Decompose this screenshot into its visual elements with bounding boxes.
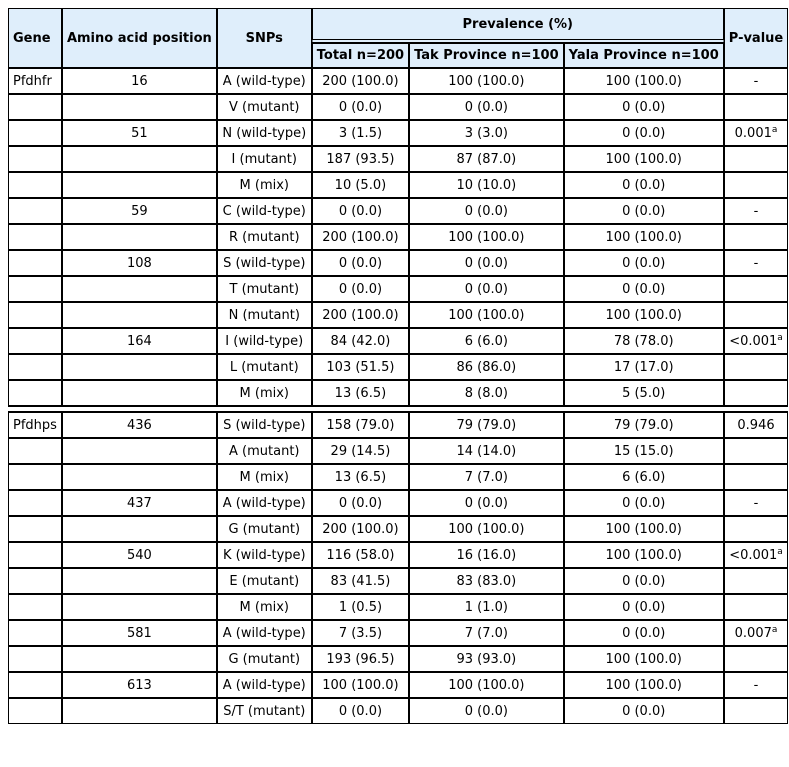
- yala-prevalence-cell: 0 (0.0): [564, 568, 724, 594]
- snp-cell: R (mutant): [217, 224, 312, 250]
- p-value-cell: [724, 516, 788, 542]
- yala-prevalence-cell: 0 (0.0): [564, 172, 724, 198]
- total-prevalence-cell: 0 (0.0): [312, 698, 409, 724]
- yala-prevalence-cell: 6 (6.0): [564, 464, 724, 490]
- tak-prevalence-cell: 14 (14.0): [409, 438, 564, 464]
- tak-prevalence-cell: 0 (0.0): [409, 250, 564, 276]
- table-row: [8, 412, 788, 438]
- tak-prevalence-cell: 86 (86.0): [409, 354, 564, 380]
- total-prevalence-cell: 200 (100.0): [312, 302, 409, 328]
- total-prevalence-cell: 0 (0.0): [312, 250, 409, 276]
- snp-cell: K (wild-type): [217, 542, 312, 568]
- table-row: [8, 250, 788, 276]
- snp-cell: A (wild-type): [217, 620, 312, 646]
- header-yala-province: Yala Province n=100: [564, 43, 724, 68]
- header-tak-province: Tak Province n=100: [409, 43, 564, 68]
- snp-cell: E (mutant): [217, 568, 312, 594]
- snp-cell: M (mix): [217, 172, 312, 198]
- snp-cell: A (wild-type): [217, 68, 312, 94]
- p-value-text: 0.946: [737, 417, 775, 433]
- amino-acid-position-cell: 437: [62, 490, 217, 516]
- p-value-text: 0.001: [734, 125, 772, 141]
- p-value-cell: [724, 302, 788, 328]
- tak-prevalence-cell: 8 (8.0): [409, 380, 564, 406]
- table-row: [8, 68, 788, 94]
- snp-cell: S/T (mutant): [217, 698, 312, 724]
- yala-prevalence-cell: 100 (100.0): [564, 646, 724, 672]
- tak-prevalence-cell: 7 (7.0): [409, 620, 564, 646]
- total-prevalence-cell: 100 (100.0): [312, 672, 409, 698]
- tak-prevalence-cell: 100 (100.0): [409, 516, 564, 542]
- gene-cell: [8, 698, 62, 724]
- tak-prevalence-cell: 100 (100.0): [409, 224, 564, 250]
- p-value-cell: [724, 198, 788, 224]
- snp-cell: L (mutant): [217, 354, 312, 380]
- snp-cell: N (wild-type): [217, 120, 312, 146]
- table-row: [8, 542, 788, 568]
- snp-prevalence-table: [8, 8, 788, 724]
- snp-cell: S (wild-type): [217, 412, 312, 438]
- gene-cell: [8, 94, 62, 120]
- snp-cell: C (wild-type): [217, 198, 312, 224]
- amino-acid-position-cell: [62, 94, 217, 120]
- snp-cell: S (wild-type): [217, 250, 312, 276]
- significance-footnote-marker: a: [777, 546, 783, 557]
- tak-prevalence-cell: 3 (3.0): [409, 120, 564, 146]
- p-value-text: 0.007: [734, 625, 772, 641]
- yala-prevalence-cell: 0 (0.0): [564, 198, 724, 224]
- total-prevalence-cell: 116 (58.0): [312, 542, 409, 568]
- p-value-cell: [724, 250, 788, 276]
- amino-acid-position-cell: [62, 698, 217, 724]
- table-row: [8, 646, 788, 672]
- p-value-cell: [724, 412, 788, 438]
- tak-prevalence-cell: 6 (6.0): [409, 328, 564, 354]
- snp-cell: I (mutant): [217, 146, 312, 172]
- tak-prevalence-cell: 0 (0.0): [409, 276, 564, 302]
- snp-cell: G (mutant): [217, 646, 312, 672]
- yala-prevalence-cell: 100 (100.0): [564, 542, 724, 568]
- snp-cell: A (wild-type): [217, 672, 312, 698]
- table-row: [8, 698, 788, 724]
- yala-prevalence-cell: 100 (100.0): [564, 146, 724, 172]
- yala-prevalence-cell: 0 (0.0): [564, 250, 724, 276]
- tak-prevalence-cell: 7 (7.0): [409, 464, 564, 490]
- gene-cell: [8, 328, 62, 354]
- table-row: [8, 224, 788, 250]
- tak-prevalence-cell: 16 (16.0): [409, 542, 564, 568]
- header-prevalence: Prevalence (%): [312, 8, 724, 43]
- amino-acid-position-cell: 51: [62, 120, 217, 146]
- amino-acid-position-cell: [62, 224, 217, 250]
- total-prevalence-cell: 1 (0.5): [312, 594, 409, 620]
- total-prevalence-cell: 0 (0.0): [312, 94, 409, 120]
- table-row: [8, 94, 788, 120]
- total-prevalence-cell: 29 (14.5): [312, 438, 409, 464]
- p-value-cell: [724, 354, 788, 380]
- header-snps: SNPs: [217, 8, 312, 68]
- p-value-text: -: [753, 73, 759, 89]
- snp-cell: T (mutant): [217, 276, 312, 302]
- p-value-text: <0.001: [729, 333, 778, 349]
- p-value-cell: [724, 224, 788, 250]
- p-value-cell: [724, 464, 788, 490]
- gene-cell: Pfdhfr: [8, 68, 62, 94]
- p-value-cell: [724, 146, 788, 172]
- gene-cell: [8, 542, 62, 568]
- amino-acid-position-cell: [62, 464, 217, 490]
- amino-acid-position-cell: 164: [62, 328, 217, 354]
- yala-prevalence-cell: 100 (100.0): [564, 68, 724, 94]
- snp-cell: N (mutant): [217, 302, 312, 328]
- header-gene: Gene: [8, 8, 62, 68]
- total-prevalence-cell: 200 (100.0): [312, 516, 409, 542]
- snp-cell: M (mix): [217, 464, 312, 490]
- p-value-cell: [724, 438, 788, 464]
- table-row: [8, 516, 788, 542]
- gene-cell: [8, 568, 62, 594]
- p-value-cell: [724, 94, 788, 120]
- table-row: [8, 198, 788, 224]
- yala-prevalence-cell: 100 (100.0): [564, 672, 724, 698]
- table-row: [8, 568, 788, 594]
- total-prevalence-cell: 13 (6.5): [312, 464, 409, 490]
- snp-cell: A (wild-type): [217, 490, 312, 516]
- table-row: [8, 328, 788, 354]
- p-value-cell: [724, 646, 788, 672]
- p-value-text: <0.001: [729, 547, 778, 563]
- p-value-text: -: [753, 677, 759, 693]
- amino-acid-position-cell: [62, 146, 217, 172]
- tak-prevalence-cell: 93 (93.0): [409, 646, 564, 672]
- amino-acid-position-cell: [62, 380, 217, 406]
- tak-prevalence-cell: 79 (79.0): [409, 412, 564, 438]
- gene-cell: [8, 224, 62, 250]
- table-row: [8, 276, 788, 302]
- yala-prevalence-cell: 17 (17.0): [564, 354, 724, 380]
- tak-prevalence-cell: 1 (1.0): [409, 594, 564, 620]
- table-row: [8, 120, 788, 146]
- amino-acid-position-cell: [62, 594, 217, 620]
- gene-cell: [8, 302, 62, 328]
- amino-acid-position-cell: [62, 276, 217, 302]
- yala-prevalence-cell: 0 (0.0): [564, 594, 724, 620]
- total-prevalence-cell: 0 (0.0): [312, 198, 409, 224]
- table-row: [8, 464, 788, 490]
- table-row: [8, 438, 788, 464]
- yala-prevalence-cell: 0 (0.0): [564, 276, 724, 302]
- tak-prevalence-cell: 87 (87.0): [409, 146, 564, 172]
- table-row: [8, 172, 788, 198]
- snp-cell: M (mix): [217, 594, 312, 620]
- p-value-text: -: [753, 495, 759, 511]
- gene-cell: [8, 594, 62, 620]
- gene-cell: [8, 464, 62, 490]
- table-row: [8, 490, 788, 516]
- total-prevalence-cell: 193 (96.5): [312, 646, 409, 672]
- tak-prevalence-cell: 10 (10.0): [409, 172, 564, 198]
- total-prevalence-cell: 0 (0.0): [312, 490, 409, 516]
- p-value-text: -: [753, 255, 759, 271]
- amino-acid-position-cell: 613: [62, 672, 217, 698]
- amino-acid-position-cell: 108: [62, 250, 217, 276]
- p-value-cell: [724, 568, 788, 594]
- p-value-cell: [724, 490, 788, 516]
- total-prevalence-cell: 13 (6.5): [312, 380, 409, 406]
- yala-prevalence-cell: 100 (100.0): [564, 302, 724, 328]
- amino-acid-position-cell: [62, 516, 217, 542]
- snp-cell: I (wild-type): [217, 328, 312, 354]
- gene-cell: [8, 198, 62, 224]
- yala-prevalence-cell: 79 (79.0): [564, 412, 724, 438]
- total-prevalence-cell: 187 (93.5): [312, 146, 409, 172]
- amino-acid-position-cell: [62, 646, 217, 672]
- table-row: [8, 672, 788, 698]
- amino-acid-position-cell: 581: [62, 620, 217, 646]
- gene-cell: [8, 438, 62, 464]
- tak-prevalence-cell: 0 (0.0): [409, 198, 564, 224]
- p-value-cell: [724, 698, 788, 724]
- amino-acid-position-cell: [62, 568, 217, 594]
- amino-acid-position-cell: [62, 354, 217, 380]
- p-value-cell: [724, 380, 788, 406]
- p-value-cell: [724, 542, 788, 568]
- total-prevalence-cell: 3 (1.5): [312, 120, 409, 146]
- gene-cell: [8, 490, 62, 516]
- total-prevalence-cell: 84 (42.0): [312, 328, 409, 354]
- gene-cell: [8, 672, 62, 698]
- total-prevalence-cell: 200 (100.0): [312, 224, 409, 250]
- snp-prevalence-table-container: [8, 8, 788, 724]
- p-value-cell: [724, 172, 788, 198]
- amino-acid-position-cell: [62, 172, 217, 198]
- header-amino-acid-position: Amino acid position: [62, 8, 217, 68]
- table-row: [8, 594, 788, 620]
- table-row: [8, 354, 788, 380]
- gene-cell: [8, 120, 62, 146]
- p-value-cell: [724, 328, 788, 354]
- gene-cell: [8, 380, 62, 406]
- yala-prevalence-cell: 100 (100.0): [564, 224, 724, 250]
- yala-prevalence-cell: 0 (0.0): [564, 698, 724, 724]
- gene-cell: Pfdhps: [8, 412, 62, 438]
- table-row: [8, 380, 788, 406]
- gene-cell: [8, 172, 62, 198]
- gene-cell: [8, 516, 62, 542]
- tak-prevalence-cell: 0 (0.0): [409, 698, 564, 724]
- header-total: Total n=200: [312, 43, 409, 68]
- yala-prevalence-cell: 5 (5.0): [564, 380, 724, 406]
- gene-cell: [8, 276, 62, 302]
- total-prevalence-cell: 103 (51.5): [312, 354, 409, 380]
- yala-prevalence-cell: 100 (100.0): [564, 516, 724, 542]
- yala-prevalence-cell: 0 (0.0): [564, 490, 724, 516]
- total-prevalence-cell: 7 (3.5): [312, 620, 409, 646]
- yala-prevalence-cell: 15 (15.0): [564, 438, 724, 464]
- p-value-cell: [724, 620, 788, 646]
- total-prevalence-cell: 200 (100.0): [312, 68, 409, 94]
- tak-prevalence-cell: 100 (100.0): [409, 672, 564, 698]
- table-row: [8, 620, 788, 646]
- yala-prevalence-cell: 0 (0.0): [564, 120, 724, 146]
- amino-acid-position-cell: [62, 302, 217, 328]
- p-value-text: -: [753, 203, 759, 219]
- total-prevalence-cell: 83 (41.5): [312, 568, 409, 594]
- header-p-value: P-value: [724, 8, 788, 68]
- header-row-top: [8, 8, 788, 43]
- table-row: [8, 302, 788, 328]
- total-prevalence-cell: 158 (79.0): [312, 412, 409, 438]
- amino-acid-position-cell: 540: [62, 542, 217, 568]
- total-prevalence-cell: 0 (0.0): [312, 276, 409, 302]
- gene-cell: [8, 354, 62, 380]
- gene-cell: [8, 146, 62, 172]
- tak-prevalence-cell: 0 (0.0): [409, 490, 564, 516]
- significance-footnote-marker: a: [777, 332, 783, 343]
- amino-acid-position-cell: 59: [62, 198, 217, 224]
- table-row: [8, 146, 788, 172]
- tak-prevalence-cell: 100 (100.0): [409, 68, 564, 94]
- p-value-cell: [724, 672, 788, 698]
- snp-cell: V (mutant): [217, 94, 312, 120]
- gene-cell: [8, 646, 62, 672]
- p-value-cell: [724, 120, 788, 146]
- amino-acid-position-cell: 16: [62, 68, 217, 94]
- snp-cell: M (mix): [217, 380, 312, 406]
- tak-prevalence-cell: 100 (100.0): [409, 302, 564, 328]
- tak-prevalence-cell: 0 (0.0): [409, 94, 564, 120]
- significance-footnote-marker: a: [771, 124, 778, 135]
- tak-prevalence-cell: 83 (83.0): [409, 568, 564, 594]
- gene-cell: [8, 250, 62, 276]
- p-value-cell: [724, 68, 788, 94]
- table-body: [8, 68, 788, 724]
- snp-cell: G (mutant): [217, 516, 312, 542]
- p-value-cell: [724, 276, 788, 302]
- yala-prevalence-cell: 0 (0.0): [564, 620, 724, 646]
- significance-footnote-marker: a: [771, 624, 778, 635]
- p-value-cell: [724, 594, 788, 620]
- snp-cell: A (mutant): [217, 438, 312, 464]
- yala-prevalence-cell: 0 (0.0): [564, 94, 724, 120]
- total-prevalence-cell: 10 (5.0): [312, 172, 409, 198]
- amino-acid-position-cell: [62, 438, 217, 464]
- yala-prevalence-cell: 78 (78.0): [564, 328, 724, 354]
- gene-cell: [8, 620, 62, 646]
- amino-acid-position-cell: 436: [62, 412, 217, 438]
